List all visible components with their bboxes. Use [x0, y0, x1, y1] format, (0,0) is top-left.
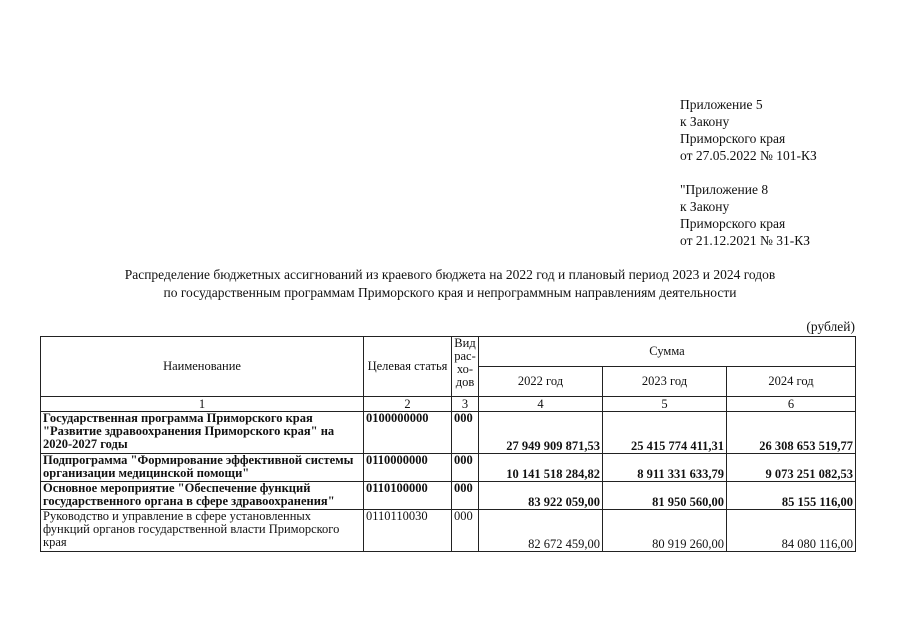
appendix-line: к Закону — [680, 199, 730, 214]
row-amount-2022: 10 141 518 284,82 — [479, 454, 603, 482]
row-name: Государственная программа Приморского края "Развитие здравоохранения Приморского края" на 2020-2027 годы — [41, 412, 364, 454]
row-amount-2022: 27 949 909 871,53 — [479, 412, 603, 454]
row-amount-2022: 82 672 459,00 — [479, 510, 603, 552]
row-amount-2023: 25 415 774 411,31 — [603, 412, 727, 454]
row-name: Подпрограмма "Формирование эффективной системы организации медицинской помощи" — [41, 454, 364, 482]
row-amount-2024: 26 308 653 519,77 — [727, 412, 856, 454]
row-expense-type: 000 — [452, 482, 479, 510]
row-expense-type: 000 — [452, 454, 479, 482]
row-expense-type: 000 — [452, 510, 479, 552]
document-title-line: по государственным программам Приморского края и непрограммным направлениям деятельности — [163, 285, 737, 300]
table-row — [41, 454, 856, 482]
row-name: Основное мероприятие "Обеспечение функций государственного органа в сфере здравоохранения" — [41, 482, 364, 510]
appendix-line: Приложение 5 — [680, 97, 763, 112]
budget-table — [40, 336, 856, 552]
document-title-line: Распределение бюджетных ассигнований из краевого бюджета на 2022 год и плановый период 2023 и 2024 годов — [124, 267, 776, 282]
row-amount-2023: 81 950 560,00 — [603, 482, 727, 510]
row-target-article: 0110000000 — [364, 454, 452, 482]
row-amount-2022: 83 922 059,00 — [479, 482, 603, 510]
appendix-line: от 27.05.2022 № 101-КЗ — [680, 148, 817, 163]
column-number: 1 — [41, 397, 364, 412]
header-year-2022: 2022 год — [479, 367, 603, 397]
column-number: 2 — [364, 397, 452, 412]
table-row — [41, 510, 856, 552]
document-title — [40, 266, 860, 302]
column-number: 6 — [727, 397, 856, 412]
row-target-article: 0100000000 — [364, 412, 452, 454]
row-amount-2023: 8 911 331 633,79 — [603, 454, 727, 482]
table-row — [41, 412, 856, 454]
header-year-2023: 2023 год — [603, 367, 727, 397]
row-name: Руководство и управление в сфере установленных функций органов государственной власти Приморского края — [41, 510, 364, 552]
row-expense-type: 000 — [452, 412, 479, 454]
header-name: Наименование — [41, 337, 364, 397]
header-target-article: Целевая статья — [364, 337, 452, 397]
row-amount-2024: 84 080 116,00 — [727, 510, 856, 552]
header-year-2024: 2024 год — [727, 367, 856, 397]
appendix-current-reference — [680, 96, 895, 164]
row-amount-2023: 80 919 260,00 — [603, 510, 727, 552]
row-amount-2024: 85 155 116,00 — [727, 482, 856, 510]
appendix-line: Приморского края — [680, 216, 786, 231]
appendix-original-reference — [680, 181, 895, 249]
appendix-line: к Закону — [680, 114, 730, 129]
column-number: 3 — [452, 397, 479, 412]
appendix-line: Приморского края — [680, 131, 786, 146]
column-number: 5 — [603, 397, 727, 412]
header-expense-type: Вид рас- хо- дов — [452, 337, 479, 397]
row-target-article: 0110100000 — [364, 482, 452, 510]
row-target-article: 0110110030 — [364, 510, 452, 552]
appendix-line: "Приложение 8 — [680, 182, 769, 197]
table-row — [41, 482, 856, 510]
currency-unit: (рублей) — [806, 319, 855, 334]
column-number: 4 — [479, 397, 603, 412]
appendix-line: от 21.12.2021 № 31-КЗ — [680, 233, 810, 248]
header-sum: Сумма — [479, 337, 856, 367]
row-amount-2024: 9 073 251 082,53 — [727, 454, 856, 482]
